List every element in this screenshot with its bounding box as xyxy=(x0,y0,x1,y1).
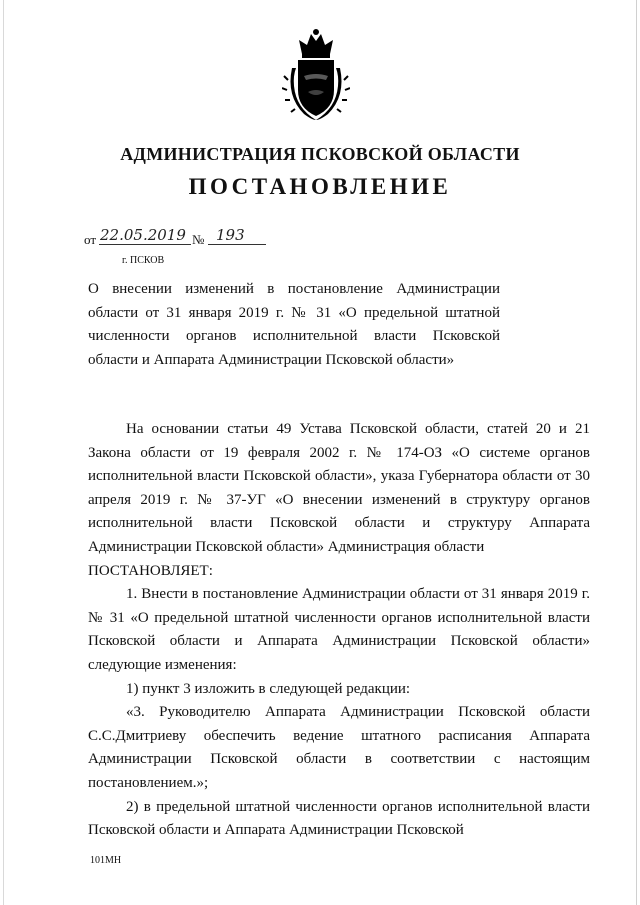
subitem-1-paragraph: 1) пункт 3 изложить в следующей редакции: xyxy=(126,680,411,697)
number-underline xyxy=(208,244,266,245)
scan-edge-left xyxy=(3,0,4,905)
resolves-line: ПОСТАНОВЛЯЕТ: xyxy=(88,562,213,579)
footer-code: 101МН xyxy=(90,855,122,866)
subitem-2-paragraph: 2) в предельной штатной численности органов исполнительной власти Псковской области и Аппарата Администрации Псковской xyxy=(88,798,590,839)
document-type-title: ПОСТАНОВЛЕНИЕ xyxy=(188,174,452,199)
document-subject: О внесении изменений в постановление Администрации области от 31 января 2019 г. № 31 «О предельной штатной численности органов исполнительной власти Псковской области и Аппарата Администрации Псковской области» xyxy=(88,281,500,368)
scan-edge-right xyxy=(636,0,637,905)
city-label: г. ПСКОВ xyxy=(122,255,165,266)
date-underline xyxy=(99,244,191,245)
handwritten-number: 193 xyxy=(216,226,245,244)
date-prefix: от xyxy=(84,232,97,247)
pskov-coat-of-arms-emblem xyxy=(282,28,350,124)
preamble-paragraph: На основании статьи 49 Устава Псковской области, статей 20 и 21 Закона области от 19 февраля 2002 г. № 174-ОЗ «О системе органов исполнительной власти Псковской области», указа Губернатора области от 30 апреля 2019 г. № 37-УГ «О внесении изменений в структуру органов исполнительной власти Псковской области и структуру Аппарата Администрации Псковской области» Администрация области xyxy=(88,421,590,555)
number-prefix: № xyxy=(192,232,205,247)
document-meta xyxy=(84,226,284,248)
document-body xyxy=(88,418,590,843)
organization-title: АДМИНИСТРАЦИЯ ПСКОВСКОЙ ОБЛАСТИ xyxy=(120,144,520,164)
item-1-paragraph: 1. Внести в постановление Администрации области от 31 января 2019 г. № 31 «О предельной штатной численности органов исполнительной власти Псковской области и Аппарата Администрации Псковской области» следующие изменения: xyxy=(88,586,590,673)
handwritten-date: 22.05.2019 xyxy=(100,226,186,244)
quote-item-3-paragraph: «3. Руководителю Аппарата Администрации Псковской области С.С.Дмитриеву обеспечить ведение штатного расписания Аппарата Администрации Псковской области в соответствии с настоящим постановлением.»; xyxy=(88,704,590,791)
